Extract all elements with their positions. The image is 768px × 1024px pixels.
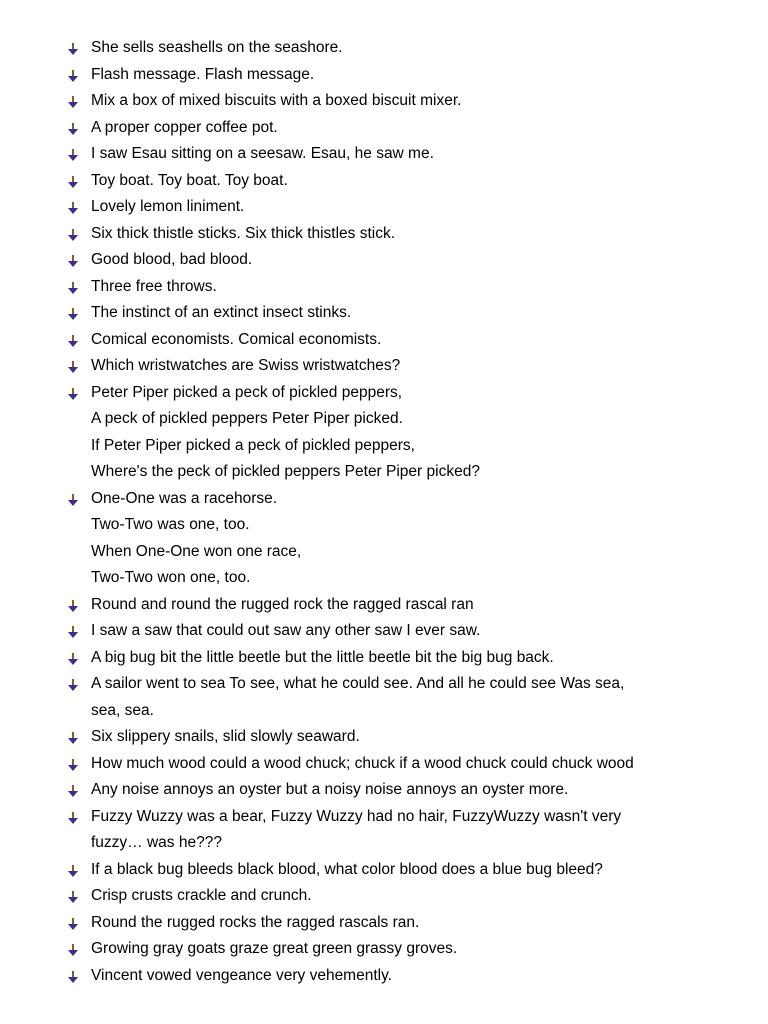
list-item: [66, 963, 726, 990]
list-item: [66, 910, 726, 937]
list-item: [66, 777, 726, 804]
list-item: [66, 168, 726, 195]
list-item: [66, 751, 726, 778]
list-item: [66, 194, 726, 221]
list-item-line: If a black bug bleeds black blood, what color blood does a blue bug bleed?: [91, 860, 603, 878]
list-item-line: Six slippery snails, slid slowly seaward.: [91, 728, 360, 745]
down-arrow-bullet-icon: [66, 890, 80, 904]
down-arrow-bullet-icon: [66, 307, 80, 321]
list-item-line: I saw a saw that could out saw any other saw I ever saw.: [91, 622, 481, 639]
list-item: [66, 618, 726, 645]
list-item: [66, 353, 726, 380]
down-arrow-bullet-icon: [66, 148, 80, 162]
list-item-line: A sailor went to sea To see, what he could see. And all he could see Was sea,: [91, 675, 625, 692]
down-arrow-bullet-icon: [66, 228, 80, 242]
list-item-line: Growing gray goats graze great green grassy groves.: [91, 940, 458, 957]
down-arrow-bullet-icon: [66, 254, 80, 268]
list-item-line: A big bug bit the little beetle but the little beetle bit the big bug back.: [91, 648, 554, 666]
down-arrow-bullet-icon: [66, 493, 80, 507]
list-item: [66, 380, 726, 486]
down-arrow-bullet-icon: [66, 42, 80, 56]
list-item: [66, 300, 726, 327]
list-item: [66, 274, 726, 301]
down-arrow-bullet-icon: [66, 917, 80, 931]
list-item-line: Lovely lemon liniment.: [91, 198, 245, 215]
list-item-line: A peck of pickled peppers Peter Piper picked.: [91, 410, 403, 427]
list-item: [66, 141, 726, 168]
list-item: [66, 486, 726, 592]
down-arrow-bullet-icon: [66, 387, 80, 401]
list-item-line: Any noise annoys an oyster but a noisy noise annoys an oyster more.: [91, 781, 569, 798]
list-item: [66, 883, 726, 910]
down-arrow-bullet-icon: [66, 69, 80, 83]
down-arrow-bullet-icon: [66, 864, 80, 878]
list-item-line: The instinct of an extinct insect stinks.: [91, 304, 352, 321]
list-item: [66, 804, 726, 857]
down-arrow-bullet-icon: [66, 334, 80, 348]
list-item: [66, 936, 726, 963]
list-item-line: fuzzy… was he???: [91, 834, 222, 851]
list-item-line: Peter Piper picked a peck of pickled peppers,: [91, 383, 403, 401]
down-arrow-bullet-icon: [66, 201, 80, 215]
list-item-line: Comical economists. Comical economists.: [91, 330, 382, 348]
tongue-twister-list: [66, 35, 726, 989]
list-item-line: Flash message. Flash message.: [91, 65, 315, 83]
list-item: [66, 857, 726, 884]
list-item-line: Vincent vowed vengeance very vehemently.: [91, 966, 392, 984]
down-arrow-bullet-icon: [66, 599, 80, 613]
list-item-line: Two-Two won one, too.: [91, 569, 251, 586]
list-item-line: Three free throws.: [91, 277, 217, 295]
down-arrow-bullet-icon: [66, 95, 80, 109]
list-item-line: I saw Esau sitting on a seesaw. Esau, he saw me.: [91, 145, 434, 162]
list-item-line: Round and round the rugged rock the ragged rascal ran: [91, 595, 474, 613]
list-item-line: She sells seashells on the seashore.: [91, 39, 343, 56]
down-arrow-bullet-icon: [66, 731, 80, 745]
list-item-line: How much wood could a wood chuck; chuck if a wood chuck could chuck wood: [91, 754, 634, 772]
down-arrow-bullet-icon: [66, 811, 80, 825]
list-item-line: Two-Two was one, too.: [91, 516, 250, 533]
list-item: [66, 247, 726, 274]
down-arrow-bullet-icon: [66, 943, 80, 957]
list-item: [66, 645, 726, 672]
down-arrow-bullet-icon: [66, 122, 80, 136]
list-item: [66, 327, 726, 354]
list-item-line: Fuzzy Wuzzy was a bear, Fuzzy Wuzzy had no hair, FuzzyWuzzy wasn't very: [91, 807, 622, 825]
list-item-line: Good blood, bad blood.: [91, 251, 253, 268]
list-item: [66, 671, 726, 724]
list-item-line: sea, sea.: [91, 701, 154, 719]
list-item: [66, 35, 726, 62]
down-arrow-bullet-icon: [66, 652, 80, 666]
down-arrow-bullet-icon: [66, 175, 80, 189]
down-arrow-bullet-icon: [66, 281, 80, 295]
list-item-line: If Peter Piper picked a peck of pickled peppers,: [91, 436, 415, 454]
list-item-line: Crisp crusts crackle and crunch.: [91, 887, 312, 904]
list-item-line: A proper copper coffee pot.: [91, 118, 278, 136]
down-arrow-bullet-icon: [66, 678, 80, 692]
list-item-line: Which wristwatches are Swiss wristwatches?: [91, 357, 401, 374]
down-arrow-bullet-icon: [66, 625, 80, 639]
list-item-line: Toy boat. Toy boat. Toy boat.: [91, 171, 288, 189]
list-item-line: When One-One won one race,: [91, 542, 302, 560]
list-item: [66, 724, 726, 751]
list-item: [66, 221, 726, 248]
list-item-line: One-One was a racehorse.: [91, 489, 278, 507]
down-arrow-bullet-icon: [66, 784, 80, 798]
list-item: [66, 115, 726, 142]
list-item-line: Round the rugged rocks the ragged rascals ran.: [91, 913, 420, 931]
list-item-line: Where's the peck of pickled peppers Peter Piper picked?: [91, 463, 480, 480]
down-arrow-bullet-icon: [66, 970, 80, 984]
list-item: [66, 62, 726, 89]
list-item: [66, 592, 726, 619]
list-item-line: Six thick thistle sticks. Six thick thistles stick.: [91, 224, 396, 242]
down-arrow-bullet-icon: [66, 360, 80, 374]
list-item: [66, 88, 726, 115]
list-item-line: Mix a box of mixed biscuits with a boxed biscuit mixer.: [91, 92, 462, 109]
down-arrow-bullet-icon: [66, 758, 80, 772]
